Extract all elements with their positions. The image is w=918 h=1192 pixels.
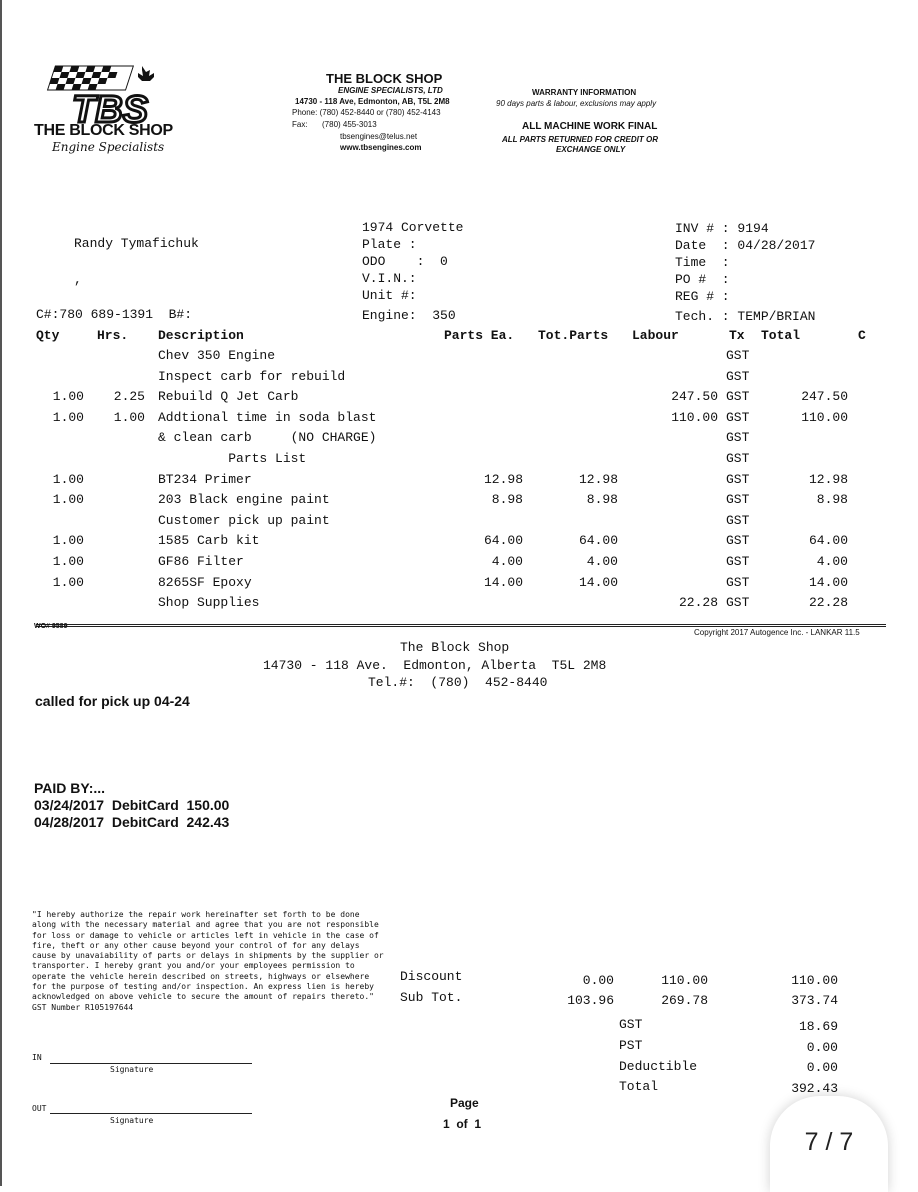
subtotal-labour: 269.78 xyxy=(661,993,708,1008)
pickup-note: called for pick up 04-24 xyxy=(35,693,190,709)
svg-text:TBS: TBS xyxy=(72,89,148,131)
vehicle-odo: ODO : 0 xyxy=(362,254,448,269)
shop-name: The Block Shop xyxy=(400,640,510,655)
cell-tot-parts: 8.98 xyxy=(586,492,618,508)
cell-parts-ea: 4.00 xyxy=(491,554,523,569)
cell-tax: GST xyxy=(726,471,750,487)
cell-total: 14.00 xyxy=(808,574,848,590)
customer-name: Randy Tymafichuk xyxy=(74,236,199,251)
sign-out-label: OUT xyxy=(32,1104,47,1113)
cell-tax: GST xyxy=(726,512,750,528)
cell-tax: GST xyxy=(726,554,750,569)
copyright: Copyright 2017 Autogence Inc. - LANKAR 11.5 xyxy=(694,628,860,637)
invoice-po: PO # : xyxy=(675,272,730,287)
payment-row: 03/24/2017 DebitCard 150.00 xyxy=(34,797,230,813)
customer-phone: C#:780 689-1391 B#: xyxy=(36,307,193,322)
cell-labour: 247.50 xyxy=(671,389,718,405)
cell-qty: 1.00 xyxy=(52,471,84,487)
pst-label: PST xyxy=(619,1038,643,1053)
subtotal-parts: 103.96 xyxy=(567,993,614,1008)
image-counter: 7 / 7 xyxy=(804,1128,854,1156)
cell-parts-ea: 14.00 xyxy=(483,574,523,590)
cell-description: Parts List xyxy=(158,451,307,466)
cell-total: 22.28 xyxy=(808,595,848,611)
signature-caption: Signature xyxy=(110,1065,154,1074)
company-fax-label: Fax: xyxy=(292,120,308,129)
cell-tot-parts: 4.00 xyxy=(586,554,618,569)
cell-parts-ea: 64.00 xyxy=(483,533,523,549)
cell-tax: GST xyxy=(726,409,750,425)
pst-amount: 0.00 xyxy=(806,1040,838,1055)
page-count: 1 of 1 xyxy=(443,1117,482,1131)
signature-caption: Signature xyxy=(110,1116,154,1125)
vehicle-model: 1974 Corvette xyxy=(362,220,464,235)
cell-total: 64.00 xyxy=(808,533,848,549)
invoice-reg: REG # : xyxy=(675,289,730,304)
cell-description: 203 Black engine paint xyxy=(158,492,330,508)
cell-qty: 1.00 xyxy=(52,389,84,405)
col-total: Total xyxy=(761,328,801,343)
company-title: THE BLOCK SHOP xyxy=(326,71,443,86)
cell-description: 8265SF Epoxy xyxy=(158,574,252,590)
image-counter-badge xyxy=(770,1096,888,1192)
cell-tax: GST xyxy=(726,533,750,549)
company-email: tbsengines@telus.net xyxy=(340,132,418,141)
cell-labour: 22.28 xyxy=(678,595,718,611)
cell-total: 4.00 xyxy=(816,554,848,569)
cell-parts-ea: 8.98 xyxy=(491,492,523,508)
window-edge xyxy=(0,0,2,1186)
cell-hrs: 2.25 xyxy=(113,389,145,405)
discount-labour: 110.00 xyxy=(661,973,708,988)
divider xyxy=(36,624,886,625)
cell-parts-ea: 12.98 xyxy=(483,471,523,487)
discount-total: 110.00 xyxy=(791,973,838,988)
deductible-amount: 0.00 xyxy=(806,1060,838,1075)
cell-description: Addtional time in soda blast xyxy=(158,409,377,425)
cell-total: 8.98 xyxy=(816,492,848,508)
discount-parts: 0.00 xyxy=(582,973,614,988)
gst-label: GST xyxy=(619,1017,643,1032)
sign-out-line[interactable] xyxy=(50,1113,252,1114)
company-logo xyxy=(30,64,190,164)
cell-hrs: 1.00 xyxy=(113,409,145,425)
company-phone: Phone: (780) 452-8440 or (780) 452-4143 xyxy=(292,108,441,117)
cell-tax: GST xyxy=(726,451,750,466)
cell-description: Rebuild Q Jet Carb xyxy=(158,389,299,405)
final-title: ALL MACHINE WORK FINAL xyxy=(522,121,658,132)
col-hrs: Hrs. xyxy=(97,328,129,343)
logo-name: THE BLOCK SHOP xyxy=(34,122,173,139)
cell-total: 247.50 xyxy=(801,389,848,405)
customer-comma: , xyxy=(74,272,82,287)
authorization-disclaimer: "I hereby authorize the repair work hereinafter set forth to be done along with the necessary material and agree that you are not responsible for loss or damage to vehicle or articles left in vehicle in the case of fire, theft or any other cause beyond your control of for any delays cause by unavaiability of parts or delays in shipments by the supplier or transporter. I hereby grant you and/or your employees permission to operate the vehicle herein described on streets, highways or elsewhere for the purpose of testing and/or inspection. An express lien is hereby acknowledged on above vehicle to secure the amount of repairs thereto." GST Number R105197644 xyxy=(32,910,384,1012)
vehicle-unit: Unit #: xyxy=(362,288,417,303)
cell-tot-parts: 12.98 xyxy=(578,471,618,487)
sign-in-line[interactable] xyxy=(50,1063,252,1064)
company-fax: (780) 455-3013 xyxy=(322,120,377,129)
cell-qty: 1.00 xyxy=(52,554,84,569)
gst-amount: 18.69 xyxy=(798,1019,838,1034)
logo-tagline: Engine Specialists xyxy=(52,140,165,154)
cell-tax: GST xyxy=(726,368,750,384)
cell-description: 1585 Carb kit xyxy=(158,533,260,549)
cell-qty: 1.00 xyxy=(52,409,84,425)
divider xyxy=(36,626,886,627)
final-line2: EXCHANGE ONLY xyxy=(556,145,626,154)
cell-description: & clean carb (NO CHARGE) xyxy=(158,430,377,446)
cell-description: GF86 Filter xyxy=(158,554,244,569)
cell-description: BT234 Primer xyxy=(158,471,252,487)
cell-description: Customer pick up paint xyxy=(158,512,330,528)
cell-tot-parts: 14.00 xyxy=(578,574,618,590)
paid-by-label: PAID BY:... xyxy=(34,780,106,796)
grand-total: 392.43 xyxy=(791,1081,838,1096)
cell-tax: GST xyxy=(726,430,750,446)
shop-tel: Tel.#: (780) 452-8440 xyxy=(368,675,548,690)
invoice-tech: Tech. : TEMP/BRIAN xyxy=(675,309,816,324)
col-description: Description xyxy=(158,328,244,343)
company-address: 14730 - 118 Ave, Edmonton, AB, T5L 2M8 xyxy=(295,97,450,106)
cell-qty: 1.00 xyxy=(52,533,84,549)
cell-labour: 110.00 xyxy=(671,409,718,425)
page-label: Page xyxy=(450,1096,479,1110)
total-label: Total xyxy=(619,1079,659,1094)
invoice-number: INV # : 9194 xyxy=(675,221,769,236)
col-c: C xyxy=(858,328,866,343)
warranty-text: 90 days parts & labour, exclusions may apply xyxy=(496,99,657,108)
cell-qty: 1.00 xyxy=(52,574,84,590)
warranty-title: WARRANTY INFORMATION xyxy=(532,88,637,97)
company-website: www.tbsengines.com xyxy=(340,143,422,152)
final-line1: ALL PARTS RETURNED FOR CREDIT OR xyxy=(502,135,659,144)
vehicle-plate: Plate : xyxy=(362,237,417,252)
cell-tax: GST xyxy=(726,492,750,508)
cell-tax: GST xyxy=(726,595,750,611)
sign-in-label: IN xyxy=(32,1053,42,1062)
invoice-time: Time : xyxy=(675,255,730,270)
vehicle-engine: Engine: 350 xyxy=(362,308,456,323)
col-labour: Labour xyxy=(632,328,679,343)
discount-label: Discount xyxy=(400,969,463,984)
cell-tax: GST xyxy=(726,389,750,405)
cell-total: 12.98 xyxy=(808,471,848,487)
cell-tax: GST xyxy=(726,348,750,363)
cell-total: 110.00 xyxy=(801,409,848,425)
subtotal-label: Sub Tot. xyxy=(400,990,463,1005)
col-tot-parts: Tot.Parts xyxy=(538,328,609,343)
subtotal-total: 373.74 xyxy=(791,993,838,1008)
cell-tot-parts: 64.00 xyxy=(578,533,618,549)
company-subtitle: ENGINE SPECIALISTS, LTD xyxy=(338,86,443,95)
work-order-number: WO# 9589 xyxy=(34,623,68,630)
vehicle-vin: V.I.N.: xyxy=(362,271,417,286)
payment-row: 04/28/2017 DebitCard 242.43 xyxy=(34,814,230,830)
col-tx: Tx xyxy=(729,328,745,343)
cell-description: Shop Supplies xyxy=(158,595,260,611)
cell-description: Inspect carb for rebuild xyxy=(158,368,346,384)
deductible-label: Deductible xyxy=(619,1059,698,1074)
shop-street: 14730 - 118 Ave. Edmonton, Alberta T5L 2M8 xyxy=(263,658,607,673)
cell-qty: 1.00 xyxy=(52,492,84,508)
invoice-date: Date : 04/28/2017 xyxy=(675,238,816,253)
col-qty: Qty xyxy=(36,328,60,343)
cell-description: Chev 350 Engine xyxy=(158,348,276,363)
col-parts-ea: Parts Ea. xyxy=(444,328,515,343)
cell-tax: GST xyxy=(726,574,750,590)
